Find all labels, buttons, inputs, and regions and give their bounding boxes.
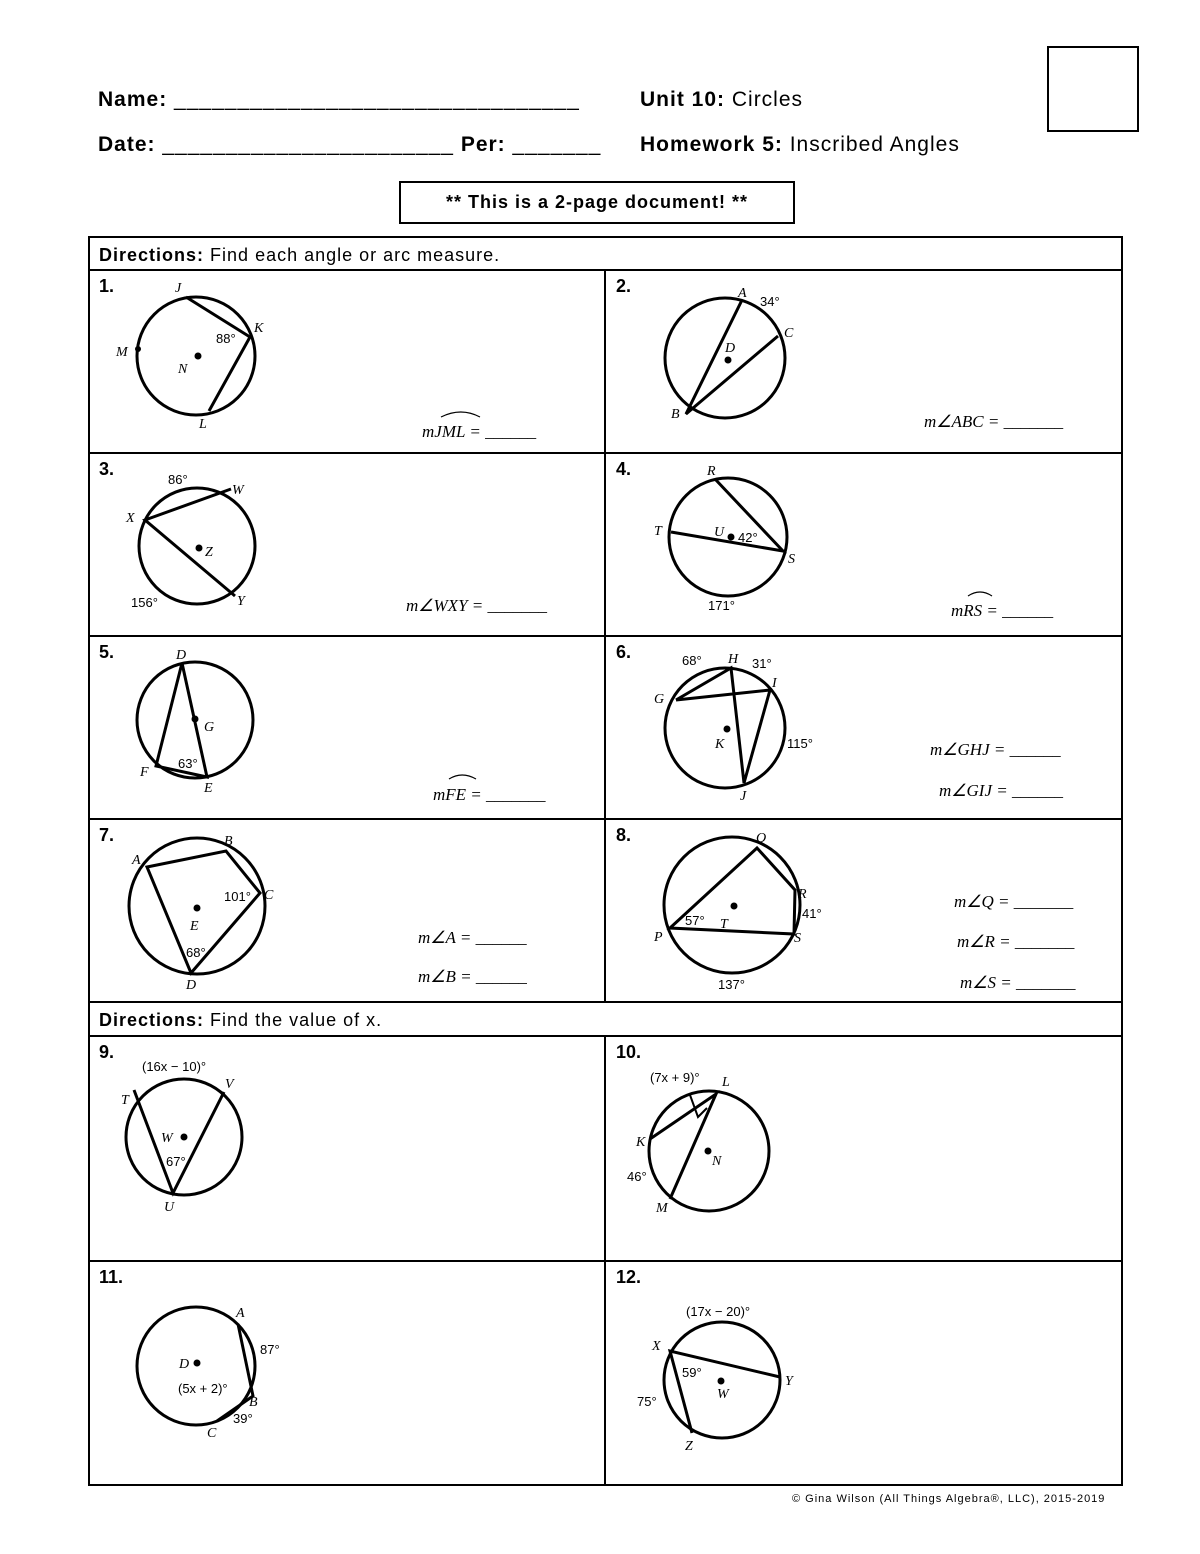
answer-blank[interactable]: mRS = ______ — [951, 601, 1054, 620]
circle-2 — [665, 298, 785, 418]
point-label: C — [207, 1426, 217, 1441]
problem-number: 2. — [616, 276, 632, 296]
two-page-banner: ** This is a 2-page document! ** — [399, 181, 795, 224]
point-label: B — [249, 1395, 258, 1410]
point-label: M — [656, 1201, 668, 1216]
measure-label: 156° — [131, 595, 158, 610]
point-label: S — [788, 552, 795, 567]
problem-number: 12. — [616, 1267, 642, 1287]
point-label: P — [654, 930, 663, 945]
point-label: E — [190, 919, 199, 934]
homework-title: Inscribed Angles — [789, 133, 960, 156]
point-label: R — [707, 464, 716, 479]
problem-number: 10. — [616, 1042, 642, 1062]
measure-label: 88° — [216, 331, 236, 346]
answer-blank[interactable]: m∠GHJ = ______ — [930, 740, 1061, 759]
problem-number: 4. — [616, 459, 632, 479]
answer-blank[interactable]: m∠R = _______ — [957, 932, 1075, 951]
homework-label: Homework 5: — [640, 133, 783, 156]
chords-4 — [671, 479, 783, 551]
name-label: Name: — [98, 88, 168, 111]
unit-label: Unit 10: — [640, 88, 726, 111]
point-label: N — [712, 1154, 722, 1169]
point-label: L — [199, 417, 207, 432]
measure-label: 171° — [708, 598, 735, 613]
measure-label: 31° — [752, 656, 772, 671]
answer-blank[interactable]: m∠S = _______ — [960, 973, 1076, 992]
point-label: N — [178, 362, 188, 377]
measure-label: 68° — [682, 653, 702, 668]
directions-1: Directions: Find each angle or arc measure. — [99, 245, 501, 265]
point-label: D — [186, 978, 197, 993]
point-label: K — [715, 737, 725, 752]
problem-number: 9. — [99, 1042, 115, 1062]
answer-blank[interactable]: m∠GIJ = ______ — [939, 781, 1063, 800]
point-label: R — [798, 887, 807, 902]
point-label: I — [772, 676, 777, 691]
measure-label: 86° — [168, 472, 188, 487]
date-line: _______________________ — [162, 133, 454, 156]
measure-label: 137° — [718, 977, 745, 992]
point-label: J — [740, 789, 747, 804]
chords-6 — [676, 668, 770, 783]
point-label: B — [224, 834, 233, 849]
point-label: U — [714, 525, 725, 540]
point-label: M — [116, 345, 128, 360]
chords-2 — [686, 300, 778, 414]
point-label: E — [204, 781, 213, 796]
point-label: H — [728, 652, 739, 667]
measure-label: 87° — [260, 1342, 280, 1357]
answer-blank[interactable]: m∠B = ______ — [418, 967, 527, 986]
date-label: Date: — [98, 133, 156, 156]
measure-label: (5x + 2)° — [178, 1381, 228, 1396]
measure-label: 101° — [224, 889, 251, 904]
measure-label: 63° — [178, 756, 198, 771]
measure-label: 41° — [802, 906, 822, 921]
point-label: W — [232, 483, 244, 498]
point-label: D — [179, 1357, 190, 1372]
answer-blank[interactable]: m∠ABC = _______ — [924, 412, 1064, 431]
point-label: G — [204, 720, 215, 735]
copyright-footer: © Gina Wilson (All Things Algebra®, LLC), 2015-2019 — [792, 1493, 1106, 1505]
problem-number: 8. — [616, 825, 632, 845]
answer-blank[interactable]: m∠Q = _______ — [954, 892, 1074, 911]
directions-2: Directions: Find the value of x. — [99, 1010, 383, 1030]
answer-blank[interactable]: m∠WXY = _______ — [406, 596, 547, 615]
problem-number: 7. — [99, 825, 115, 845]
measure-label: 68° — [186, 945, 206, 960]
point-label: V — [225, 1077, 234, 1092]
point-label: K — [254, 321, 264, 336]
point-label: A — [738, 286, 747, 301]
measure-label: 67° — [166, 1154, 186, 1169]
measure-label: 59° — [682, 1365, 702, 1380]
center-dots — [135, 346, 738, 1385]
point-label: C — [264, 888, 274, 903]
measure-label: 115° — [787, 736, 813, 751]
per-line: _______ — [512, 133, 602, 156]
answer-blank[interactable]: mJML = ______ — [422, 422, 537, 441]
point-label: U — [164, 1200, 175, 1215]
measure-label: (7x + 9)° — [650, 1070, 700, 1085]
unit-title: Circles — [731, 88, 804, 111]
point-label: Z — [685, 1439, 693, 1454]
point-label: D — [176, 648, 187, 663]
point-label: C — [784, 326, 794, 341]
point-label: T — [121, 1093, 129, 1108]
measure-label: (16x − 10)° — [142, 1059, 207, 1074]
figure-strokes — [126, 297, 800, 1438]
point-label: G — [654, 692, 665, 707]
measure-label: 75° — [637, 1394, 657, 1409]
per-label: Per: — [460, 133, 506, 156]
problem-number: 6. — [616, 642, 632, 662]
point-label: Y — [785, 1374, 793, 1389]
figure-labels — [115, 281, 822, 1454]
answer-blank[interactable]: m∠A = ______ — [418, 928, 527, 947]
problem-number: 11. — [99, 1267, 124, 1287]
point-label: L — [722, 1075, 730, 1090]
problem-number: 5. — [99, 642, 115, 662]
answer-blank[interactable]: mFE = _______ — [433, 785, 546, 804]
measure-label: 42° — [738, 530, 758, 545]
chords-3 — [145, 489, 235, 596]
point-label: T — [720, 917, 728, 932]
chords-9 — [134, 1090, 224, 1193]
point-label: A — [132, 853, 141, 868]
point-label: T — [654, 524, 662, 539]
point-label: X — [126, 511, 135, 526]
point-label: X — [652, 1339, 661, 1354]
point-label: S — [794, 931, 801, 946]
point-label: F — [140, 765, 149, 780]
point-label: W — [161, 1131, 173, 1146]
measure-label: 57° — [685, 913, 705, 928]
name-line: ________________________________ — [174, 88, 580, 111]
measure-label: 46° — [627, 1169, 647, 1184]
problem-number: 3. — [99, 459, 115, 479]
point-label: W — [717, 1387, 729, 1402]
point-label: A — [236, 1306, 245, 1321]
point-label: Q — [756, 831, 767, 846]
measure-label: (17x − 20)° — [686, 1304, 751, 1319]
point-label: J — [175, 281, 182, 296]
point-label: Y — [237, 594, 245, 609]
measure-label: 34° — [760, 294, 780, 309]
point-label: K — [636, 1135, 646, 1150]
problem-number: 1. — [99, 276, 115, 296]
measure-label: 39° — [233, 1411, 253, 1426]
point-label: D — [725, 341, 736, 356]
point-label: Z — [205, 545, 213, 560]
point-label: B — [671, 407, 680, 422]
